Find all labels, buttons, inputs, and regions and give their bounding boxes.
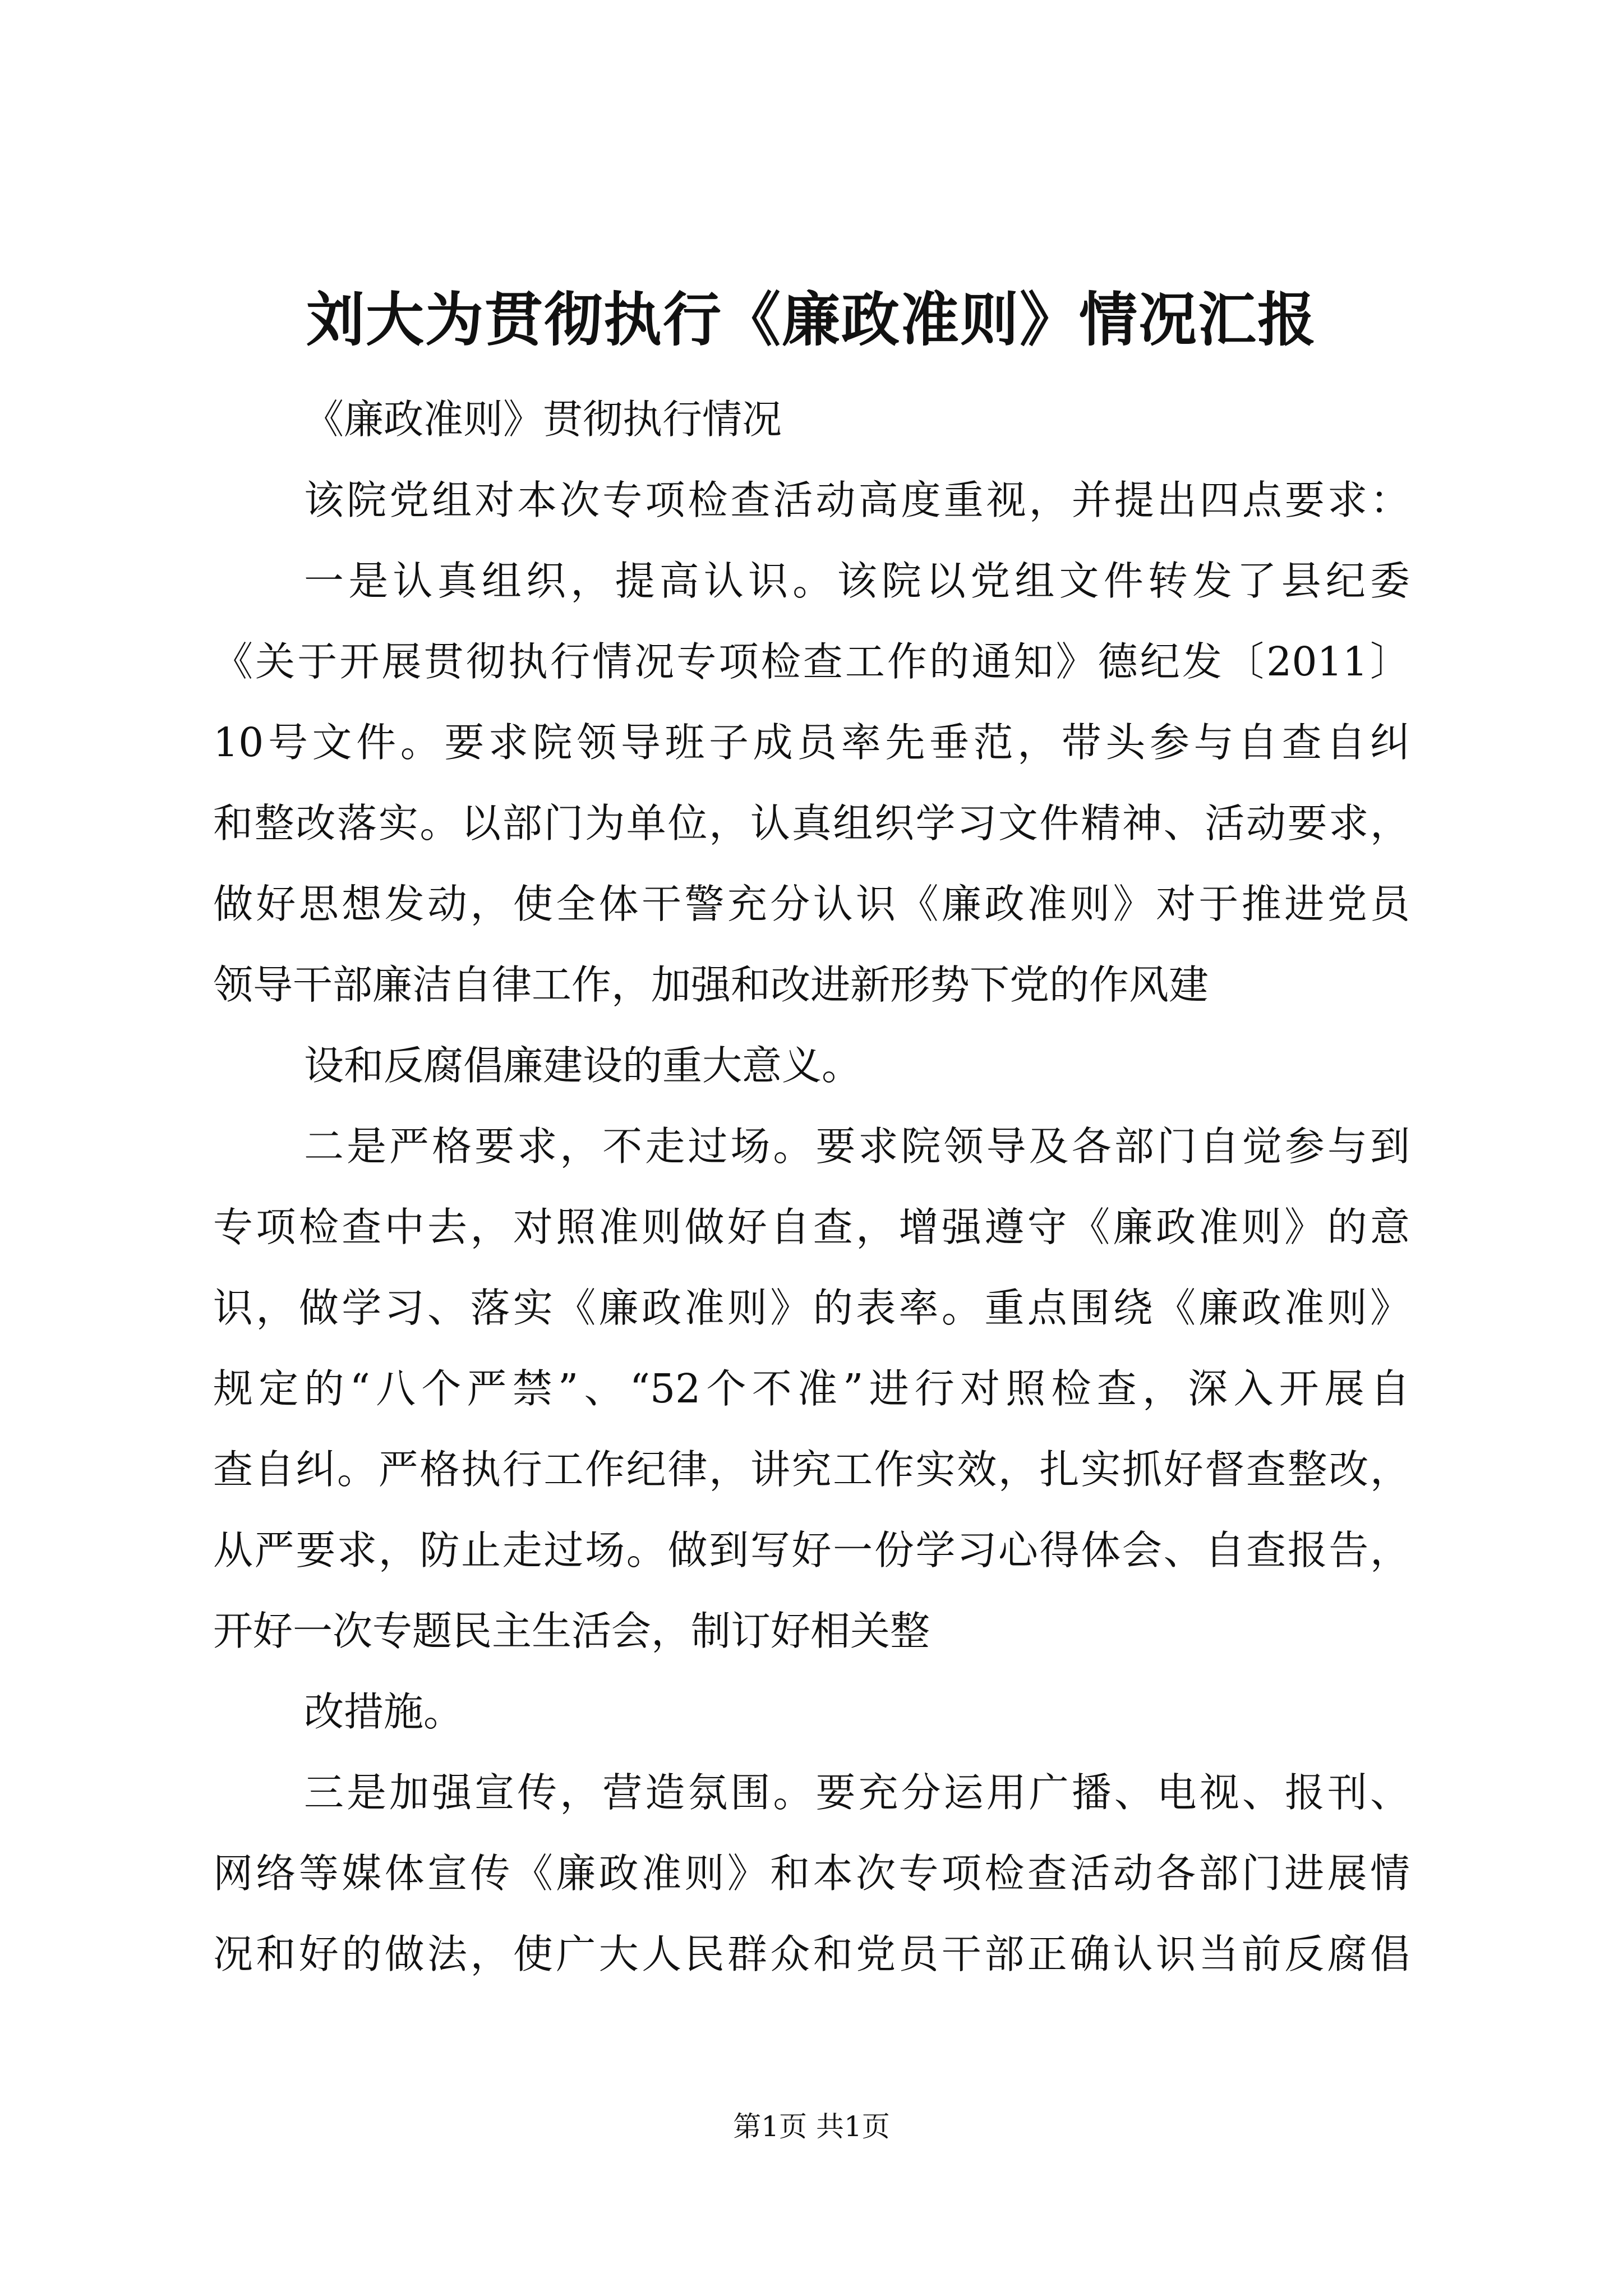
paragraph-line: 做好思想发动，使全体干警充分认识《廉政准则》对于推进党员 — [213, 881, 1410, 927]
paragraph-line: 规定的“八个严禁”、“52个不准”进行对照检查，深入开展自 — [213, 1365, 1410, 1412]
page-footer: 第1页 共1页 — [733, 2110, 890, 2143]
document-title: 刘大为贯彻执行《廉政准则》情况汇报 — [306, 285, 1317, 354]
paragraph-line: 网络等媒体宣传《廉政准则》和本次专项检查活动各部门进展情 — [213, 1850, 1410, 1897]
paragraph-line: 10号文件。要求院领导班子成员率先垂范，带头参与自查自纠 — [213, 719, 1410, 766]
paragraph-line: 三是加强宣传，营造氛围。要充分运用广播、电视、报刊、 — [304, 1769, 1410, 1816]
paragraph-line: 该院党组对本次专项检查活动高度重视，并提出四点要求： — [304, 477, 1410, 523]
paragraph-line: 《廉政准则》贯彻执行情况 — [304, 396, 782, 443]
document-body — [213, 379, 1410, 1995]
paragraph-line: 改措施。 — [304, 1688, 464, 1735]
paragraph-line: 况和好的做法，使广大人民群众和党员干部正确认识当前反腐倡 — [213, 1931, 1410, 1977]
paragraph-line: 开好一次专题民主生活会，制订好相关整 — [213, 1608, 930, 1654]
paragraph-line: 领导干部廉洁自律工作，加强和改进新形势下党的作风建 — [213, 961, 1209, 1008]
paragraph-line: 设和反腐倡廉建设的重大意义。 — [304, 1042, 862, 1089]
paragraph-line: 识，做学习、落实《廉政准则》的表率。重点围绕《廉政准则》 — [213, 1285, 1410, 1331]
paragraph-line: 从严要求，防止走过场。做到写好一份学习心得体会、自查报告， — [213, 1527, 1410, 1573]
paragraph-line: 二是严格要求，不走过场。要求院领导及各部门自觉参与到 — [304, 1123, 1410, 1170]
paragraph-line: 和整改落实。以部门为单位，认真组织学习文件精神、活动要求， — [213, 800, 1410, 846]
paragraph-line: 查自纠。严格执行工作纪律，讲究工作实效，扎实抓好督查整改， — [213, 1446, 1410, 1493]
paragraph-line: 《关于开展贯彻执行情况专项检查工作的通知》德纪发〔2011〕 — [213, 638, 1410, 685]
paragraph-line: 一是认真组织，提高认识。该院以党组文件转发了县纪委 — [304, 558, 1410, 604]
paragraph-line: 专项检查中去，对照准则做好自查，增强遵守《廉政准则》的意 — [213, 1204, 1410, 1250]
